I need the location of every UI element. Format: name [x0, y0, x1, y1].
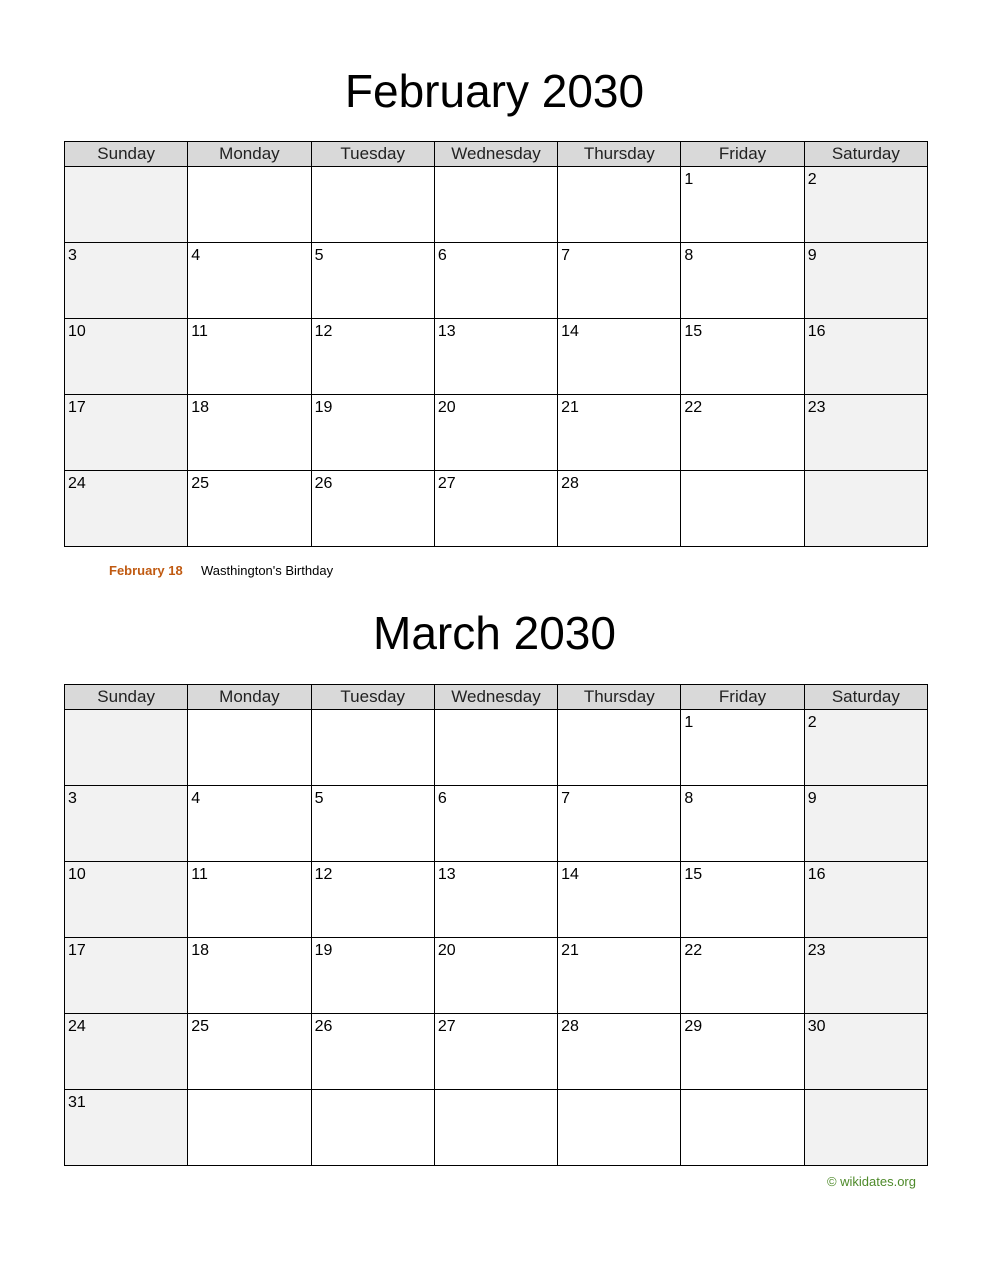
- day-cell: 26: [311, 1014, 434, 1090]
- weekday-header: Thursday: [558, 685, 681, 710]
- day-cell: 11: [188, 319, 311, 395]
- day-cell: 13: [434, 319, 557, 395]
- day-cell: 7: [558, 786, 681, 862]
- day-cell: 10: [65, 319, 188, 395]
- day-cell: 15: [681, 862, 804, 938]
- day-cell: 23: [804, 395, 927, 471]
- day-cell: 3: [65, 243, 188, 319]
- day-cell: [311, 710, 434, 786]
- day-cell: 9: [804, 243, 927, 319]
- day-cell: [558, 167, 681, 243]
- day-cell: 14: [558, 319, 681, 395]
- week-row: [65, 395, 928, 471]
- day-cell: 23: [804, 938, 927, 1014]
- weekday-header: Wednesday: [434, 685, 557, 710]
- day-cell: 5: [311, 243, 434, 319]
- weekday-header: Friday: [681, 142, 804, 167]
- day-cell: 27: [434, 471, 557, 547]
- day-cell: [434, 1090, 557, 1166]
- week-row: [65, 1014, 928, 1090]
- day-cell: 31: [65, 1090, 188, 1166]
- day-cell: 2: [804, 710, 927, 786]
- day-cell: 10: [65, 862, 188, 938]
- weekday-header: Friday: [681, 685, 804, 710]
- footer-credit[interactable]: © wikidates.org: [826, 1174, 916, 1189]
- day-cell: 19: [311, 395, 434, 471]
- week-row: [65, 471, 928, 547]
- weekday-header-row: [65, 142, 928, 167]
- day-cell: [311, 1090, 434, 1166]
- day-cell: 2: [804, 167, 927, 243]
- day-cell: [311, 167, 434, 243]
- day-cell: 12: [311, 862, 434, 938]
- day-cell: 1: [681, 167, 804, 243]
- day-cell: [434, 710, 557, 786]
- day-cell: 8: [681, 243, 804, 319]
- day-cell: 17: [65, 938, 188, 1014]
- day-cell: 24: [65, 1014, 188, 1090]
- day-cell: 28: [558, 471, 681, 547]
- day-cell: [804, 1090, 927, 1166]
- calendar-grid-february: [64, 141, 928, 547]
- day-cell: 21: [558, 938, 681, 1014]
- weekday-header: Sunday: [65, 685, 188, 710]
- week-row: [65, 243, 928, 319]
- day-cell: 18: [188, 938, 311, 1014]
- day-cell: [558, 710, 681, 786]
- day-cell: 20: [434, 938, 557, 1014]
- day-cell: 8: [681, 786, 804, 862]
- week-row: [65, 862, 928, 938]
- day-cell: 25: [188, 1014, 311, 1090]
- day-cell: 24: [65, 471, 188, 547]
- weekday-header: Wednesday: [434, 142, 557, 167]
- day-cell: [681, 471, 804, 547]
- day-cell: 11: [188, 862, 311, 938]
- day-cell: [188, 1090, 311, 1166]
- holiday-list: [109, 563, 333, 578]
- day-cell: 13: [434, 862, 557, 938]
- day-cell: [558, 1090, 681, 1166]
- day-cell: 22: [681, 938, 804, 1014]
- day-cell: 14: [558, 862, 681, 938]
- weekday-header: Tuesday: [311, 142, 434, 167]
- day-cell: 1: [681, 710, 804, 786]
- week-row: [65, 710, 928, 786]
- day-cell: 15: [681, 319, 804, 395]
- weekday-header: Tuesday: [311, 685, 434, 710]
- weekday-header: Monday: [188, 142, 311, 167]
- day-cell: 28: [558, 1014, 681, 1090]
- weekday-header: Sunday: [65, 142, 188, 167]
- day-cell: 6: [434, 243, 557, 319]
- day-cell: 20: [434, 395, 557, 471]
- day-cell: 5: [311, 786, 434, 862]
- day-cell: 16: [804, 319, 927, 395]
- month-title-february: February 2030: [344, 65, 645, 117]
- day-cell: 9: [804, 786, 927, 862]
- weekday-header: Saturday: [804, 142, 927, 167]
- day-cell: [65, 167, 188, 243]
- day-cell: 17: [65, 395, 188, 471]
- holiday-name: Wasthington's Birthday: [201, 563, 334, 578]
- weekday-header: Monday: [188, 685, 311, 710]
- day-cell: 12: [311, 319, 434, 395]
- week-row: [65, 786, 928, 862]
- day-cell: 4: [188, 786, 311, 862]
- day-cell: 6: [434, 786, 557, 862]
- week-row: [65, 167, 928, 243]
- weekday-header: Thursday: [558, 142, 681, 167]
- day-cell: [188, 167, 311, 243]
- day-cell: 19: [311, 938, 434, 1014]
- week-row: [65, 1090, 928, 1166]
- day-cell: 27: [434, 1014, 557, 1090]
- day-cell: 22: [681, 395, 804, 471]
- week-row: [65, 938, 928, 1014]
- holiday-date: February 18: [109, 563, 183, 578]
- day-cell: 25: [188, 471, 311, 547]
- day-cell: 30: [804, 1014, 927, 1090]
- day-cell: 7: [558, 243, 681, 319]
- day-cell: 4: [188, 243, 311, 319]
- day-cell: [681, 1090, 804, 1166]
- day-cell: 29: [681, 1014, 804, 1090]
- day-cell: [65, 710, 188, 786]
- week-row: [65, 319, 928, 395]
- day-cell: 16: [804, 862, 927, 938]
- day-cell: 18: [188, 395, 311, 471]
- day-cell: [188, 710, 311, 786]
- day-cell: 26: [311, 471, 434, 547]
- day-cell: 3: [65, 786, 188, 862]
- day-cell: [434, 167, 557, 243]
- weekday-header: Saturday: [804, 685, 927, 710]
- weekday-header-row: [65, 685, 928, 710]
- holiday-item: [109, 563, 333, 578]
- day-cell: [804, 471, 927, 547]
- calendar-grid-march: [64, 684, 928, 1166]
- month-title-march: March 2030: [373, 607, 616, 659]
- day-cell: 21: [558, 395, 681, 471]
